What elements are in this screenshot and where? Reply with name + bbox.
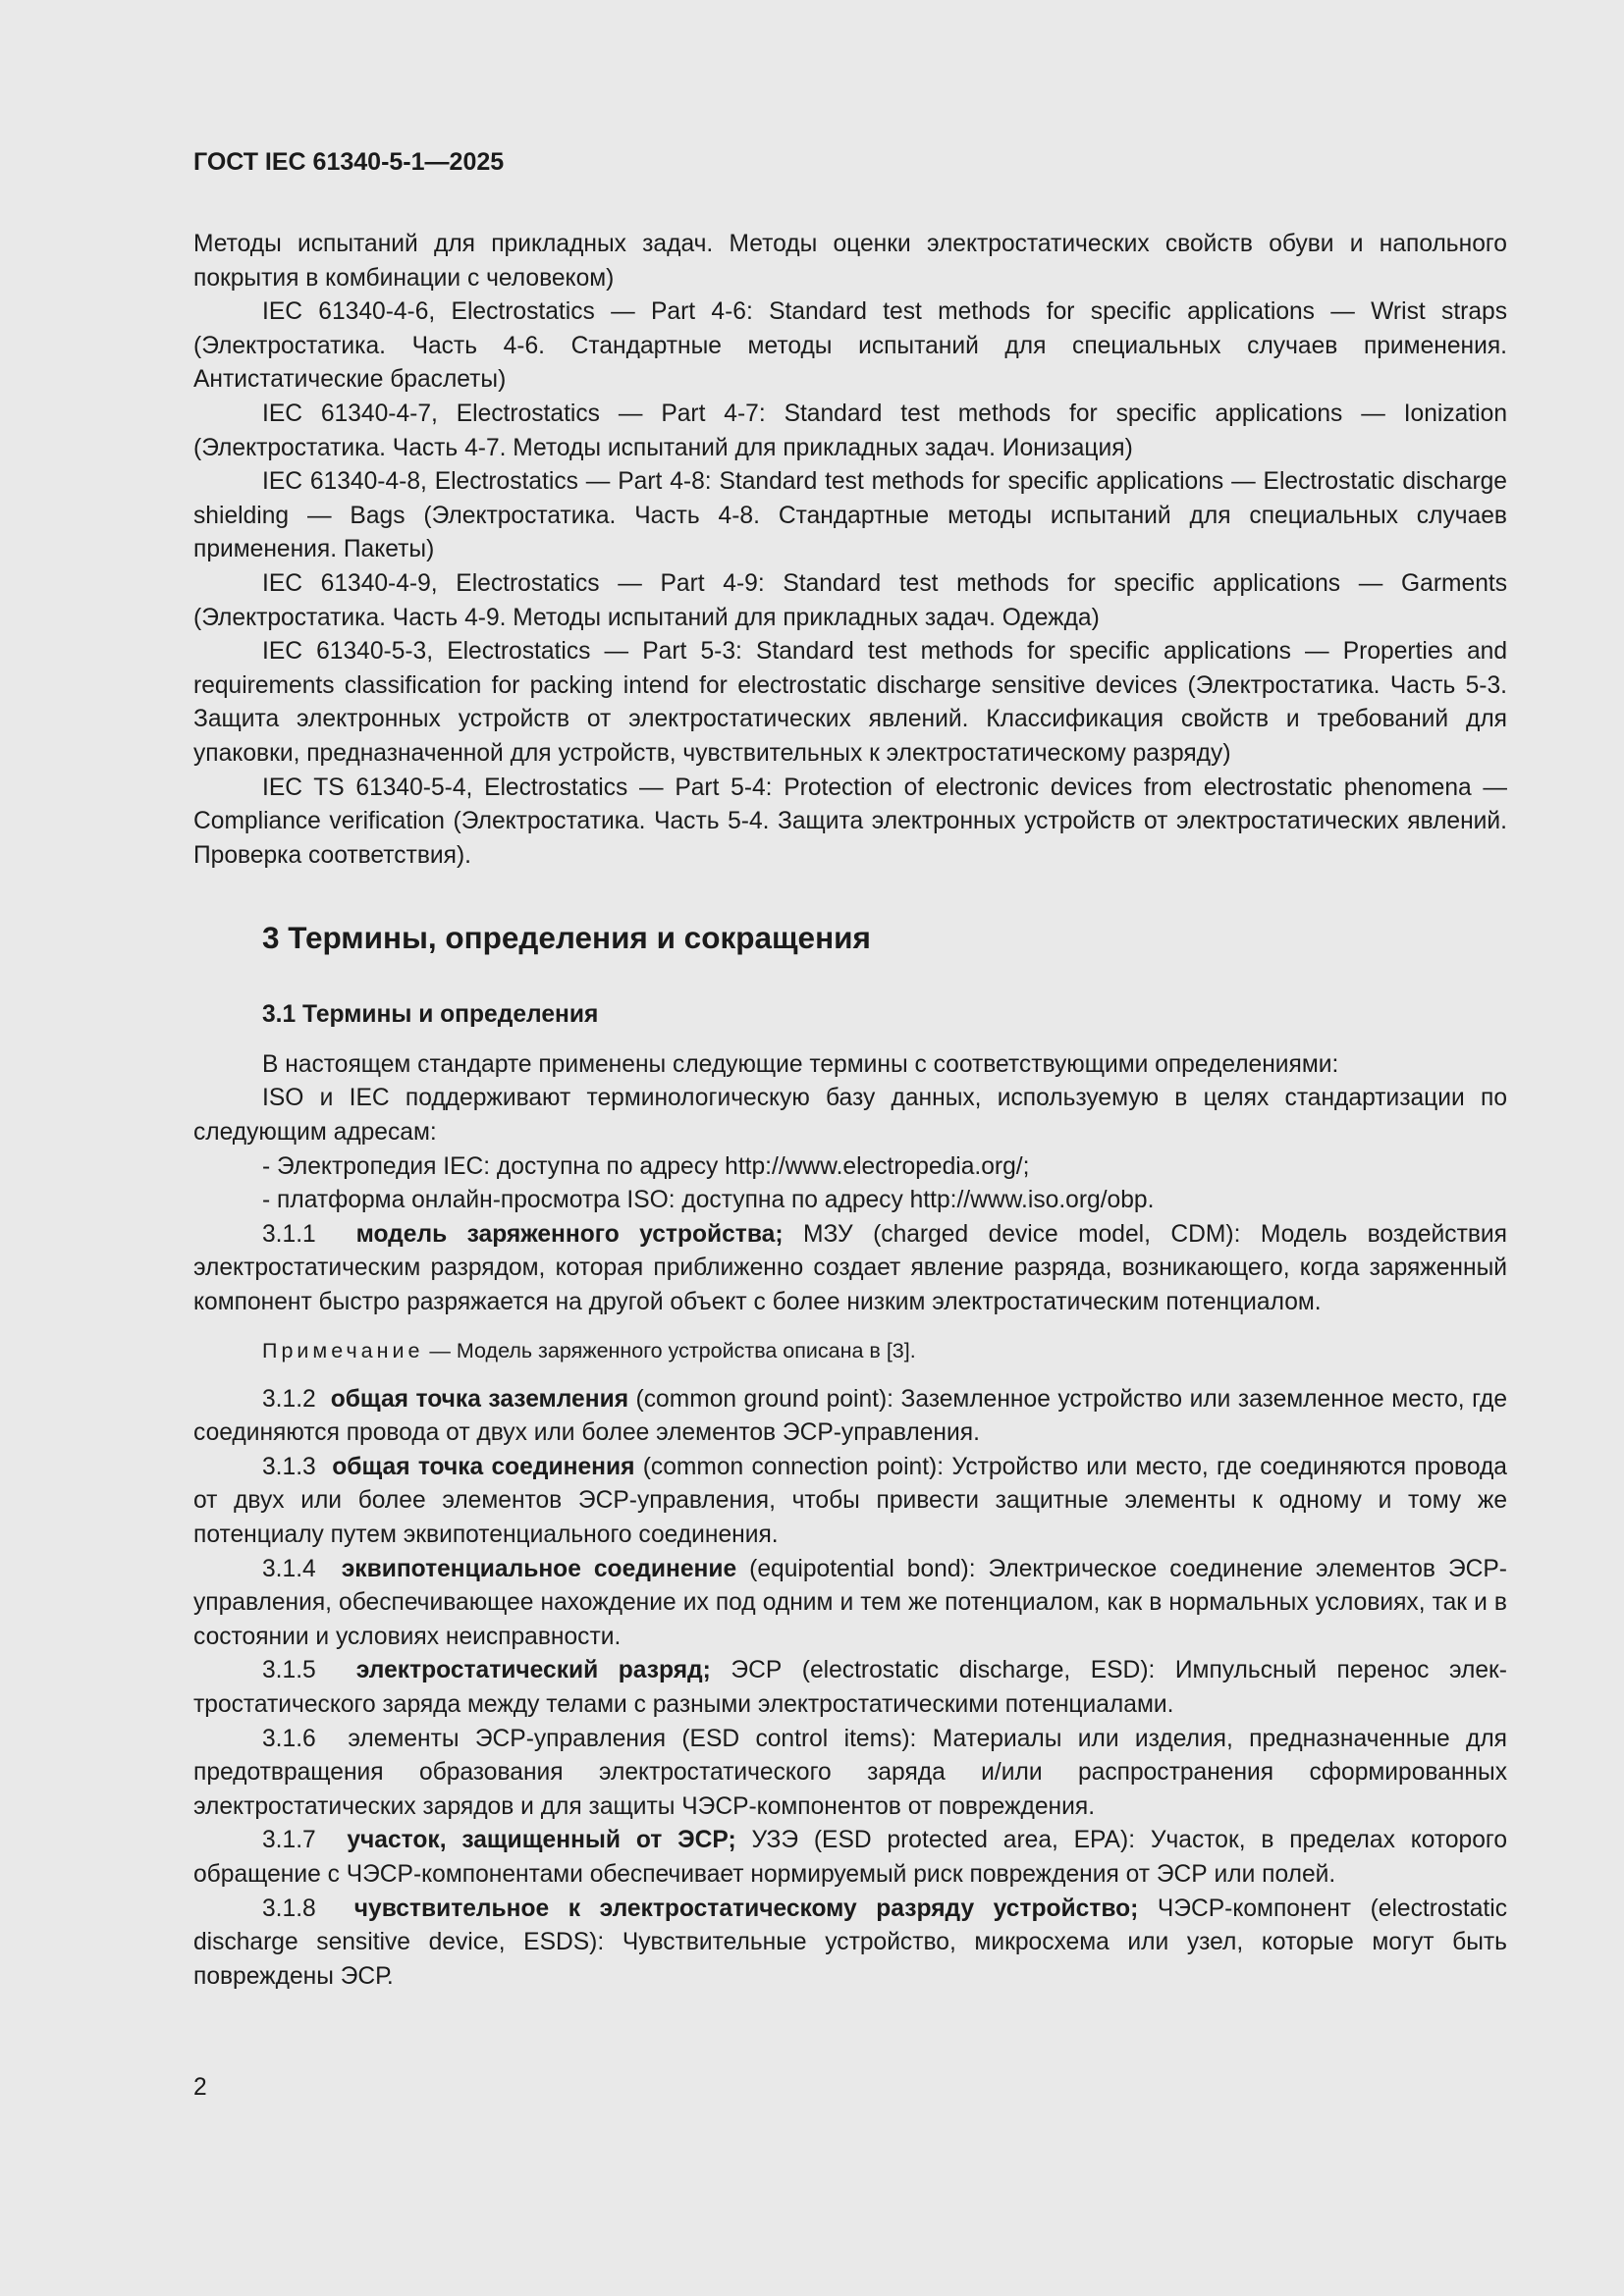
term-entry — [193, 1383, 1507, 1451]
term-entry — [193, 1723, 1507, 1825]
term-entry — [193, 1553, 1507, 1655]
subsection-heading: 3.1 Термины и определения — [262, 1001, 599, 1029]
term-number: 3.1.8 — [262, 1895, 316, 1922]
term-definition: (common ground point): Заземленное устройство или заземленное место, где соединяются провода от двух или более элементов ЭСР-управления. — [193, 1385, 1508, 1447]
term-definition: элементы ЭСР-управления (ESD control items): Материалы или изделия, предназначенные для предотвращения образования электростатического заряда и/или распространения сформированных электростатических зарядов и для защиты ЧЭСР-компонентов от повреждения. — [193, 1725, 1507, 1820]
reference-item: IEC 61340-5-3, Electrostatics — Part 5-3: Standard test methods for specific applications — Properties and requirements classification for packing intend for electrostatic discharge sensitive devices (Электростатика. Часть 5-3. Защита электронных устройств от электростатических явлений. Классификация свойств и требований для упаковки, предназначенной для устройств, чувствительных к электростатическому разряду) — [193, 638, 1507, 767]
term-entry — [193, 1893, 1507, 1995]
term-definition: (equipotential bond): Электрическое соединение элементов ЭСР-управления, обеспечивающее нахождение их под одним и тем же потенциалом, как в нормальных условиях, так и в состоянии и условиях неисправности. — [193, 1555, 1507, 1650]
term-definition: ЧЭСР-компонент (electrostatic discharge sensitive device, ESDS): Чувствительные устройство, микросхема или узел, которые могут быть повреждены ЭСР. — [193, 1895, 1507, 1990]
term-number: 3.1.5 — [262, 1657, 316, 1684]
reference-item: IEC TS 61340-5-4, Electrostatics — Part 5-4: Protection of electronic devices from electrostatic phenomena — Compliance verification (Электростатика. Часть 5-4. Защита электронных устройств от электростатических явлений. Проверка соответствия). — [193, 774, 1507, 869]
term-name: общая точка соединения — [332, 1453, 635, 1480]
note-text: — Модель заряженного устройства описана в [3]. — [423, 1338, 916, 1362]
term-entry — [193, 1218, 1507, 1320]
term-name: электростатический разряд; — [355, 1657, 711, 1684]
note-label: Примечание — [262, 1338, 424, 1362]
list-item: - Электропедия IEC: доступна по адресу http://www.electropedia.org/; — [262, 1152, 1030, 1180]
term-number: 3.1.7 — [262, 1827, 316, 1854]
term-entry — [193, 1824, 1507, 1892]
term-name: участок, защищенный от ЭСР; — [347, 1827, 736, 1854]
term-number: 3.1.4 — [262, 1555, 316, 1582]
term-name: чувствительное к электростатическому разряду устройство; — [353, 1895, 1139, 1922]
term-definition: МЗУ (charged device model, CDM): Модель воздействия электростатическим разрядом, которая приближенно создает явление разряда, возникающего, когда заряженный компонент быстро разряжается на другой объект с более низким электростатическим потенциалом. — [193, 1220, 1507, 1316]
term-entry — [193, 1654, 1507, 1722]
term-name: эквипотенциальное соединение — [341, 1555, 737, 1582]
list-item: - платформа онлайн-просмотра ISO: доступна по адресу http://www.iso.org/obp. — [262, 1187, 1155, 1214]
term-name: модель заряженного устройства; — [355, 1220, 784, 1248]
database-paragraph: ISO и IEC поддерживают терминологическую базу данных, используемую в целях стандартизации по следующим адресам: — [193, 1085, 1507, 1147]
reference-continuation: Методы испытаний для прикладных задач. Методы оценки электростатических свойств обуви и напольного покрытия в комбинации с человеком) — [193, 231, 1507, 292]
term-number: 3.1.3 — [262, 1453, 316, 1480]
reference-item: IEC 61340-4-9, Electrostatics — Part 4-9: Standard test methods for specific applications — Garments (Электростатика. Часть 4-9. Методы испытаний для прикладных задач. Одежда) — [193, 569, 1507, 631]
document-header: ГОСТ IEC 61340-5-1—2025 — [193, 148, 505, 176]
reference-item: IEC 61340-4-7, Electrostatics — Part 4-7: Standard test methods for specific applications — Ionization (Электростатика. Часть 4-7. Методы испытаний для прикладных задач. Ионизация) — [193, 400, 1507, 461]
reference-item: IEC 61340-4-8, Electrostatics — Part 4-8: Standard test methods for specific applications — Electrostatic discharge shielding — Bags (Электростатика. Часть 4-8. Стандартные методы испытаний для специальных случаев применения. Пакеты) — [193, 468, 1507, 563]
intro-paragraph: В настоящем стандарте применены следующие термины с соответствующими определениями: — [262, 1050, 1339, 1078]
term-definition: ЭСР (electrostatic discharge, ESD): Импульсный перенос электростатического заряда между телами с разными электростатическими потенциалами. — [193, 1657, 1507, 1718]
page-number: 2 — [193, 2074, 207, 2101]
term-name: общая точка заземления — [330, 1385, 629, 1413]
term-definition: УЗЭ (ESD protected area, EPA): Участок, в пределах которого обращение с ЧЭСР-компонентами обеспечивает нормируемый риск повреждения от ЭСР или полей. — [193, 1827, 1507, 1888]
section-heading: 3 Термины, определения и сокращения — [262, 920, 871, 956]
term-number: 3.1.1 — [262, 1220, 316, 1248]
term-number: 3.1.6 — [262, 1725, 316, 1752]
term-number: 3.1.2 — [262, 1385, 316, 1413]
term-definition: (common connection point): Устройство или место, где соединяются провода от двух или более элементов ЭСР-управления, чтобы привести защитные элементы к одному и тому же потенциалу путем эквипотенциального соединения. — [193, 1453, 1507, 1548]
note — [262, 1336, 1507, 1365]
page-content — [193, 145, 1507, 1994]
term-entry — [193, 1451, 1507, 1553]
reference-item: IEC 61340-4-6, Electrostatics — Part 4-6: Standard test methods for specific applications — Wrist straps (Электростатика. Часть 4-6. Стандартные методы испытаний для специальных случаев применения. Антистатические браслеты) — [193, 298, 1507, 394]
